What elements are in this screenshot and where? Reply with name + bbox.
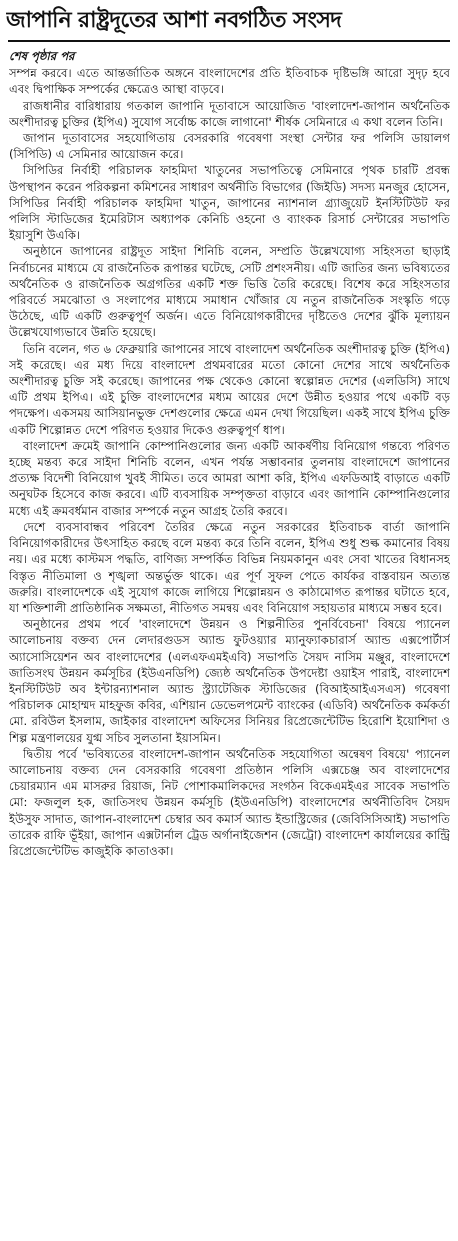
article-paragraph: তিনি বলেন, গত ৬ ফেব্রুয়ারি জাপানের সাথে বাংলাদেশ অর্থনৈতিক অংশীদারত্ব চুক্তি (ইপিএ) সই করেছে। এর মধ্য দিয়ে বাংলাদেশ প্রথমবারের মতো কোনো দেশের সাথে অর্থনৈতিক অংশীদারত্ব চুক্তি সই করেছে। জাপানের পক্ষ থেকেও কোনো স্বল্পোন্নত দেশের (এলডিসি) সাথে এটি প্রথম ইপিএ। এই চুক্তি বাংলাদেশের মধ্যম আয়ের দেশে উন্নীত হওয়ার পথে একটি বড় পদক্ষেপ। একসময় আসিয়ানভুক্ত দেশগুলোর ক্ষেত্রে এমন দেখা গিয়েছিল। একই সাথে ইপিএ চুক্তি একটি শিল্পোন্নত দেশে পরিণত হওয়ার দিকেও গুরুত্বপূর্ণ ধাপ। (9, 341, 450, 437)
article-paragraph: সিপিডির নির্বাহী পরিচালক ফাহমিদা খাতুনের সভাপতিত্বে সেমিনারে পৃথক চারটি প্রবন্ধ উপস্থাপন করেন পরিকল্পনা কমিশনের সাধারণ অর্থনীতি বিভাগের (জিইডি) সদস্য মনজুর হোসেন, সিপিডির নির্বাহী পরিচালক ফাহমিদা খাতুন, জাপানের ন্যাশনাল গ্র্যাজুয়েট ইনস্টিটিউট ফর পলিসি স্টাডিজের ইমেরিটাস অধ্যাপক কেনিচি ওহনো ও ব্যাংকক রিসার্চ সেন্টারের সভাপতি ইয়াসুশি উএকি। (9, 163, 450, 243)
headline: জাপানি রাষ্ট্রদূতের আশা নবগঠিত সংসদ (6, 8, 342, 33)
headline-rule (8, 40, 450, 42)
article-paragraph: রাজধানীর বারিধারায় গতকাল জাপানি দূতাবাসে আয়োজিত 'বাংলাদেশ-জাপান অর্থনৈতিক অংশীদারত্ব চুক্তির (ইপিএ) সুযোগ সর্বোচ্চ কাজে লাগানো' শীর্ষক সেমিনারে এ কথা বলেন তিনি। (9, 98, 450, 129)
article-paragraph: দ্বিতীয় পর্বে 'ভবিষ্যতের বাংলাদেশ-জাপান অর্থনৈতিক সহযোগিতা অন্বেষণ বিষয়ে' প্যানেল আলোচনায় বক্তব্য দেন বেসরকারি গবেষণা প্রতিষ্ঠান পলিসি এক্সচেঞ্জ অব বাংলাদেশের চেয়ারম্যান এম মাসরুর রিয়াজ, নিট পোশাকমালিকদের সংগঠন বিকেএমইএর সাবেক সভাপতি মো: ফজলুল হক, জাতিসংঘ উন্নয়ন কর্মসূচি (ইউএনডিপি) বাংলাদেশের অর্থনীতিবিদ সৈয়দ ইউসুফ সাদাত, জাপান-বাংলাদেশ চেম্বার অব কমার্স অ্যান্ড ইন্ডাস্ট্রিজের (জেবিসিসিআই) সভাপতি তারেক রাফি ভূঁইয়া, জাপান এক্সটার্নাল ট্রেড অর্গানাইজেশন (জেট্রো) বাংলাদেশ কার্যালয়ের কান্ট্রি রিপ্রেজেন্টেটিভ কাজুইকি কাতাওকা। (9, 746, 450, 858)
article-paragraph: দেশে ব্যবসাবান্ধব পরিবেশ তৈরির ক্ষেত্রে নতুন সরকারের ইতিবাচক বার্তা জাপানি বিনিয়োগকারীদের উৎসাহিত করছে বলে মন্তব্য করে তিনি বলেন, ইপিএ শুধু শুল্ক কমানোর বিষয় নয়। এর মধ্যে কাস্টমস পদ্ধতি, বাণিজ্য সম্পর্কিত বিভিন্ন নিয়মকানুন এবং সেবা খাতের বিধানসহ বিস্তৃত নীতিমালা ও শৃঙ্খলা অন্তর্ভুক্ত থাকে। এর পূর্ণ সুফল পেতে কার্যকর বাস্তবায়ন অত্যন্ত জরুরি। বাংলাদেশকে এই সুযোগ কাজে লাগিয়ে শিল্পোন্নয়ন ও কাঠামোগত রূপান্তর ঘটাতে হবে, যা শক্তিশালী প্রাতিষ্ঠানিক সক্ষমতা, নীতিগত সমন্বয় এবং বিনিয়োগ সহায়তার মাধ্যমে সম্ভব হবে। (9, 519, 450, 615)
article-paragraph: বাংলাদেশ ক্রমেই জাপানি কোম্পানিগুলোর জন্য একটি আকর্ষণীয় বিনিয়োগ গন্তব্যে পরিণত হচ্ছে মন্তব্য করে সাইদা শিনিচি বলেন, এখন পর্যন্ত সম্ভাবনার তুলনায় বাংলাদেশে জাপানের প্রত্যক্ষ বিদেশী বিনিয়োগ খুবই সীমিত। তবে আমরা আশা করি, ইপিএ এফডিআই বাড়াতে একটি অনুঘটক হিসেবে কাজ করবে। এটি ব্যবসায়িক সম্পৃক্ততা বাড়াবে এবং জাপানি কোম্পানিগুলোর মধ্যে এই ক্রমবর্ধমান বাজার সম্পর্কে নতুন আগ্রহ তৈরি করবে। (9, 438, 450, 518)
article-paragraph: জাপান দূতাবাসের সহযোগিতায় বেসরকারি গবেষণা সংস্থা সেন্টার ফর পলিসি ডায়ালগ (সিপিডি) এ সেমিনার আয়োজন করে। (9, 131, 450, 162)
article-paragraph: অনুষ্ঠানের প্রথম পর্বে 'বাংলাদেশে উন্নয়ন ও শিল্পনীতির পুনর্বিবেচনা' বিষয়ে প্যানেল আলোচনায় বক্তব্য দেন লেদারগুডস অ্যান্ড ফুটওয়্যার ম্যানুফ্যাকচারার্স অ্যান্ড এক্সপোর্টার্স অ্যাসোসিয়েশন অব বাংলাদেশের (এলএফএমইএবি) সভাপতি সৈয়দ নাসিম মঞ্জুর, বাংলাদেশে জাতিসংঘ উন্নয়ন কর্মসূচির (ইউএনডিপি) জ্যেষ্ঠ অর্থনৈতিক উপদেষ্টা ওয়াইস পারাই, বাংলাদেশ ইনস্টিটিউট অব ইন্টারন্যাশনাল অ্যান্ড স্ট্র্যাটেজিক স্টাডিজের (বিআইআইএসএস) গবেষণা পরিচালক মোহাম্মদ মাহফুজ কবির, এশিয়ান ডেভেলপমেন্ট ব্যাংকের (এডিবি) অর্থনৈতিক কর্মকর্তা মো. রবিউল ইসলাম, জাইকার বাংলাদেশ অফিসের সিনিয়র রিপ্রেজেন্টেটিভ হিরোশি ইয়োশিদা ও শিল্প মন্ত্রণালয়ের যুগ্ম সচিব সুলতানা ইয়াসমিন। (9, 617, 450, 745)
article-paragraph: সম্পন্ন করবে। এতে আন্তর্জাতিক অঙ্গনে বাংলাদেশের প্রতি ইতিবাচক দৃষ্টিভঙ্গি আরো সুদৃঢ় হবে এবং দ্বিপাক্ষিক সম্পর্কের ক্ষেত্রেও আস্থা বাড়বে। (9, 66, 450, 97)
continued-label: শেষ পৃষ্ঠার পর (9, 49, 75, 63)
article-paragraph: অনুষ্ঠানে জাপানের রাষ্ট্রদূত সাইদা শিনিচি বলেন, সম্প্রতি উল্লেখযোগ্য সহিংসতা ছাড়াই নির্বাচনের মাধ্যমে যে রাজনৈতিক রূপান্তর ঘটেছে, সেটি প্রশংসনীয়। এটি জাতির জন্য ভবিষ্যতের অর্থনৈতিক ও রাজনৈতিক অগ্রগতির একটি শক্ত ভিত্তি তৈরি করেছে। বিশেষ করে সহিংসতার পরিবর্তে সমঝোতা ও সংলাপের মাধ্যমে সমাধান খোঁজার যে নতুন রাজনৈতিক সংস্কৃতি গড়ে উঠেছে, এটি একটি গুরুত্বপূর্ণ অর্জন। এতে বিনিয়োগকারীদের দৃষ্টিতেও দেশের ঝুঁকি মূল্যায়ন উল্লেখযোগ্যভাবে উন্নতি হয়েছে। (9, 244, 450, 340)
article-body (9, 48, 450, 1218)
